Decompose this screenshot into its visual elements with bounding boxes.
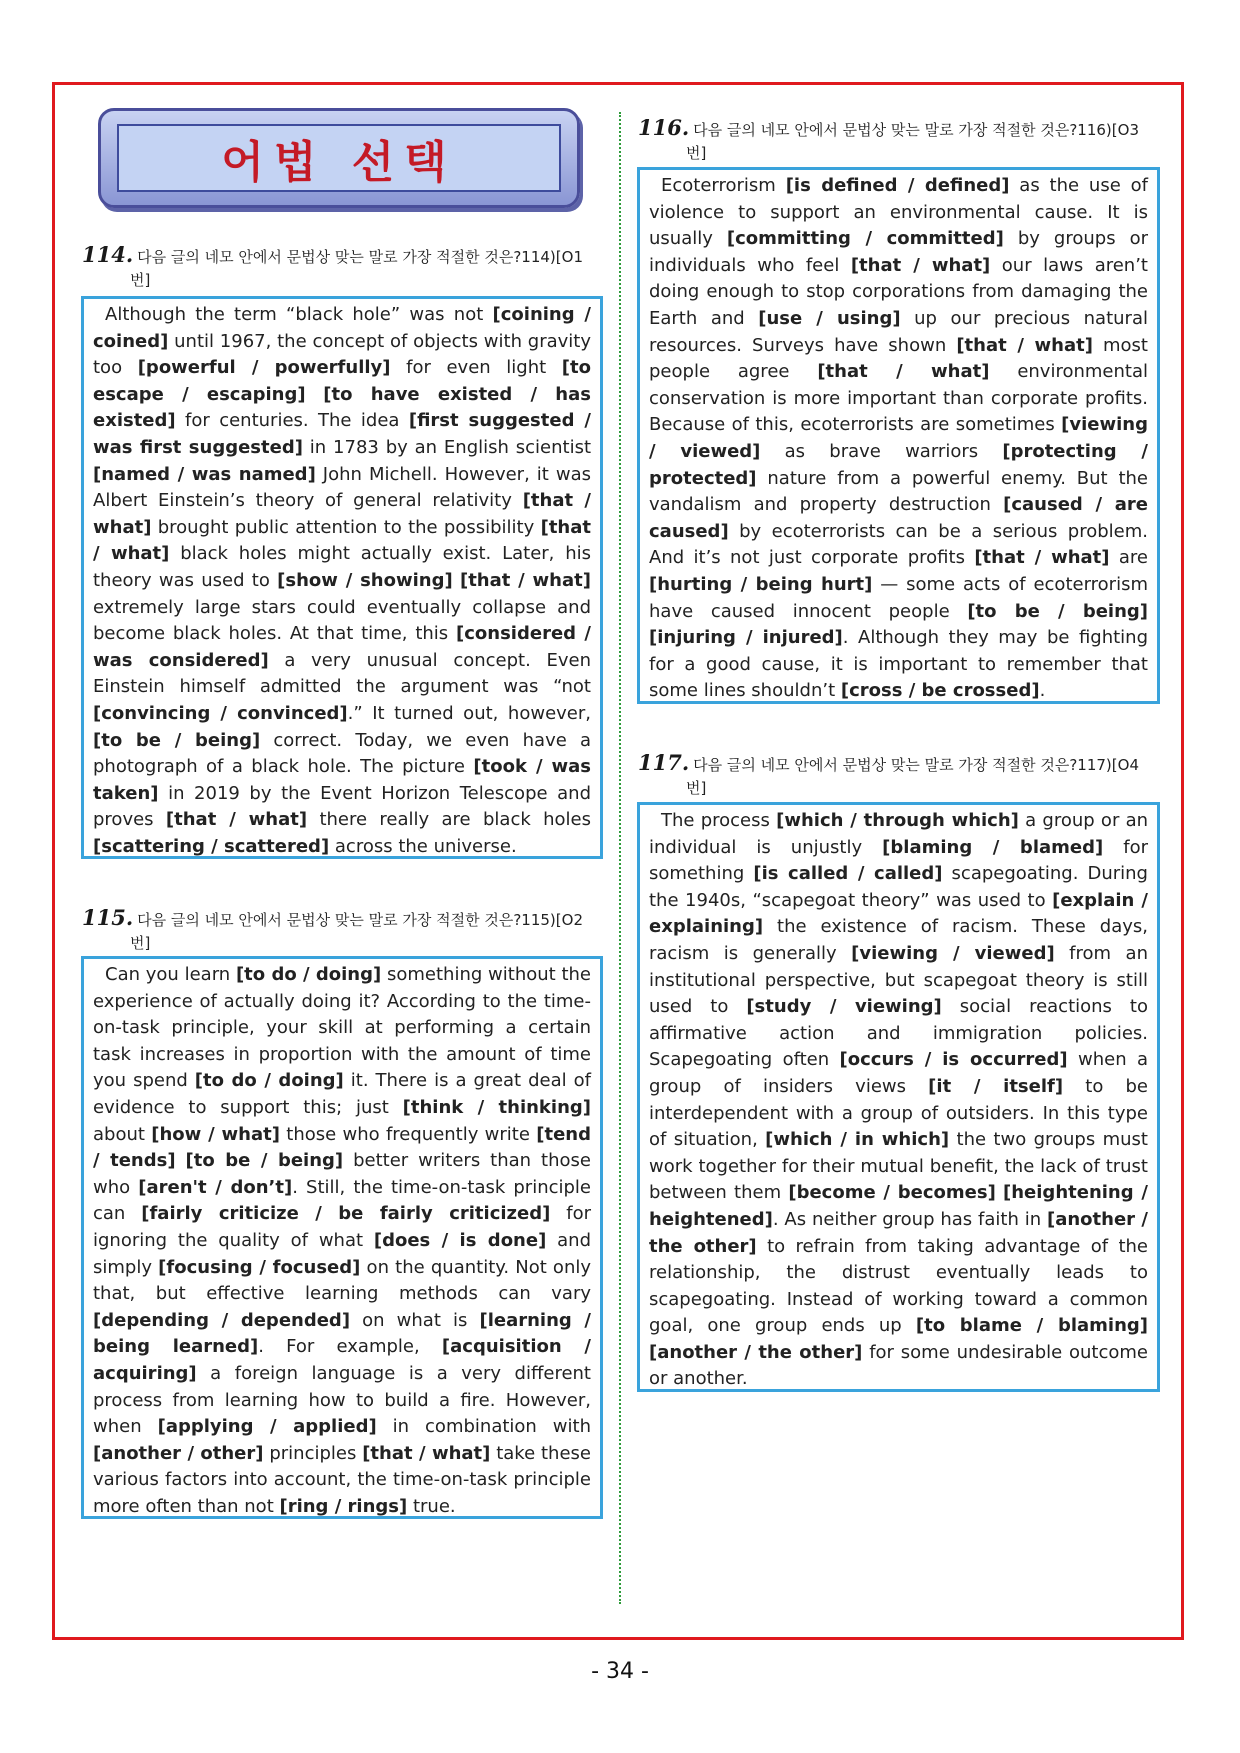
page-number: - 34 - xyxy=(591,1659,649,1684)
question-117-passage: The process [which / through which] a group or an individual is unjustly [blaming / blamed] for something [is called / called] scapegoating. During the 1940s, “scapegoat theory” was used to [explain / explaining] the existence of racism. These days, racism is generally [viewing / viewed] from an institutional perspective, but scapegoat theory is still used to [study / viewing] social reactions to affirmative action and immigration policies. Scapegoating often [occurs / is occurred] when a group of insiders views [it / itself] to be interdependent with a group of outsiders. In this type of situation, [which / in which] the two groups must work together for their mutual benefit, the lack of trust between them [become / becomes] [heightening / heightened]. As neither group has faith in [another / the other] to refrain from taking advantage of the relationship, the distrust eventually leads to scapegoating. Instead of working toward a common goal, one group ends up [to blame / blaming] [another / the other] for some undesirable outcome or another. xyxy=(649,810,1149,1390)
choice-bracket: [that / what] xyxy=(165,809,308,831)
question-114-passage-box xyxy=(81,296,603,859)
question-number: 114. xyxy=(82,242,134,267)
choice-bracket: [which / in which] xyxy=(765,1129,950,1151)
question-115-passage: Can you learn [to do / doing] something without the experience of actually doing it? According to the time-on-task principle, your skill at performing a certain task increases in proportion with the amount of time you spend [to do / doing] it. There is a great deal of evidence to support this; just [think / thinking] about [how / what] those who frequently write [tend / tends] [to be / being] better writers than those who [aren't / don’t]. Still, the time-on-task principle can [fairly criticize / be fairly criticized] for ignoring the quality of what [does / is done] and simply [focusing / focused] on the quantity. Not only that, but effective learning methods can vary [depending / depended] on what is [learning / being learned]. For example, [acquisition / acquiring] a foreign language is a very different process from learning how to build a fire. However, when [applying / applied] in combination with [another / other] principles [that / what] take these various factors into account, the time-on-task principle more often than not [ring / rings] true. xyxy=(93,964,592,1517)
choice-bracket: [acquisition / acquiring] xyxy=(93,1336,591,1384)
choice-bracket: [become / becomes] xyxy=(788,1182,996,1204)
choice-bracket: [which / through which] xyxy=(776,810,1019,831)
question-prompt-cont: 번] xyxy=(130,934,151,952)
choice-bracket: [learning / being learned] xyxy=(93,1309,591,1358)
choice-bracket: [that / what] xyxy=(459,569,591,591)
question-number: 117. xyxy=(638,750,690,775)
choice-bracket: [caused / are caused] xyxy=(649,494,1148,542)
choice-bracket: [another / the other] xyxy=(649,1341,863,1363)
choice-bracket: [fairly criticize / be fairly criticized] xyxy=(141,1203,551,1225)
choice-bracket: [to have existed / has existed] xyxy=(93,383,591,432)
choice-bracket: [to be / being] xyxy=(185,1150,344,1172)
question-prompt-cont: 번] xyxy=(130,271,151,289)
choice-bracket: [first suggested / was first suggested] xyxy=(93,410,591,458)
choice-bracket: [think / thinking] xyxy=(402,1096,591,1118)
choice-bracket: [how / what] xyxy=(151,1123,280,1145)
choice-bracket: [that / what] xyxy=(974,547,1110,569)
question-116-passage-box xyxy=(637,167,1160,704)
question-117-passage-box xyxy=(637,802,1160,1392)
choice-bracket: [hurting / being hurt] xyxy=(649,573,873,595)
choice-bracket: [to be / being] xyxy=(93,729,261,751)
choice-bracket: [that / what] xyxy=(850,254,991,276)
choice-bracket: [that / what] xyxy=(362,1442,491,1464)
choice-bracket: [it / itself] xyxy=(928,1075,1064,1097)
choice-bracket: [to escape / escaping] xyxy=(93,357,591,405)
question-115-header xyxy=(82,906,602,955)
question-prompt: 다음 글의 네모 안에서 문법상 맞는 말로 가장 적절한 것은?117)[O4 xyxy=(693,756,1139,774)
choice-bracket: [scattering / scattered] xyxy=(93,835,330,857)
question-115-passage-box xyxy=(81,956,603,1519)
choice-bracket: [heightening / heightened] xyxy=(649,1182,1148,1230)
choice-bracket: [committing / committed] xyxy=(726,228,1004,250)
choice-bracket: [viewing / viewed] xyxy=(649,414,1148,462)
question-prompt: 다음 글의 네모 안에서 문법상 맞는 말로 가장 적절한 것은?115)[O2 xyxy=(137,911,583,929)
question-prompt-cont: 번] xyxy=(686,779,707,797)
choice-bracket: [considered / was considered] xyxy=(93,623,591,671)
question-116-header xyxy=(638,116,1160,165)
question-114-passage: Although the term “black hole” was not [coining / coined] until 1967, the concept of objects with gravity too [powerful / powerfully] for even light [to escape / escaping] [to have existed / has existed] for centuries. The idea [first suggested / was first suggested] in 1783 by an English scientist [named / was named] John Michell. However, it was Albert Einstein’s theory of general relativity [that / what] brought public attention to the possibility [that / what] black holes might actually exist. Later, his theory was used to [show / showing] [that / what] extremely large stars could eventually collapse and become black holes. At that time, this [considered / was considered] a very unusual concept. Even Einstein himself admitted the argument was “not [convincing / convinced].” It turned out, however, [to be / being] correct. Today, we even have a photograph of a black hole. The picture [took / was taken] in 2019 by the Event Horizon Telescope and proves [that / what] there really are black holes [scattering / scattered] across the universe. xyxy=(93,304,592,857)
question-prompt: 다음 글의 네모 안에서 문법상 맞는 말로 가장 적절한 것은?116)[O3 xyxy=(693,121,1139,139)
choice-bracket: [powerful / powerfully] xyxy=(137,357,391,379)
section-title: 어법 선택 xyxy=(221,137,457,188)
choice-bracket: [that / what] xyxy=(956,334,1093,356)
choice-bracket: [focusing / focused] xyxy=(158,1256,361,1278)
choice-bracket: [study / viewing] xyxy=(746,996,942,1018)
question-114-header xyxy=(82,243,602,292)
question-prompt: 다음 글의 네모 안에서 문법상 맞는 말로 가장 적절한 것은?114)[O1 xyxy=(137,248,583,266)
choice-bracket: [named / was named] xyxy=(93,463,316,485)
choice-bracket: [that / what] xyxy=(817,361,990,383)
choice-bracket: [coining / coined] xyxy=(93,304,591,352)
question-number: 115. xyxy=(82,905,134,930)
choice-bracket: [show / showing] xyxy=(277,569,453,591)
choice-bracket: [tend / tends] xyxy=(93,1123,591,1172)
choice-bracket: [that / what] xyxy=(93,516,591,565)
choice-bracket: [to do / doing] xyxy=(194,1070,344,1092)
choice-bracket: [convincing / convinced] xyxy=(93,702,348,724)
choice-bracket: [that / what] xyxy=(93,490,591,538)
question-prompt-cont: 번] xyxy=(686,144,707,162)
column-divider xyxy=(619,112,621,1604)
section-title-inner xyxy=(117,124,561,192)
choice-bracket: [to do / doing] xyxy=(235,964,382,985)
choice-bracket: [another / the other] xyxy=(649,1208,1148,1257)
choice-bracket: [took / was taken] xyxy=(93,756,591,804)
question-117-header xyxy=(638,751,1160,800)
choice-bracket: [applying / applied] xyxy=(157,1416,377,1438)
choice-bracket: [explain / explaining] xyxy=(649,889,1148,938)
choice-bracket: [viewing / viewed] xyxy=(851,942,1055,964)
choice-bracket: [protecting / protected] xyxy=(649,440,1149,489)
choice-bracket: [use / using] xyxy=(758,307,901,329)
choice-bracket: [another / other] xyxy=(93,1442,264,1464)
choice-bracket: [depending / depended] xyxy=(93,1309,351,1331)
choice-bracket: [to be / being] xyxy=(967,600,1149,622)
choice-bracket: [blaming / blamed] xyxy=(882,836,1104,858)
question-number: 116. xyxy=(638,115,690,140)
question-116-passage: Ecoterrorism [is defined / defined] as the use of violence to support an environmental cause. It is usually [committing / committed] by groups or individuals who feel [that / what] our laws aren’t doing enough to stop corporations from damaging the Earth and [use / using] up our precious natural resources. Surveys have shown [that / what] most people agree [that / what] environmental conservation is more important than corporate profits. Because of this, ecoterrorists are sometimes [viewing / viewed] as brave warriors [protecting / protected] nature from a powerful enemy. But the vandalism and property destruction [caused / are caused] by ecoterrorists can be a serious problem. And it’s not just corporate profits [that / what] are [hurting / being hurt] — some acts of ecoterrorism have caused innocent people [to be / being] [injuring / injured]. Although they may be fighting for a good cause, it is important to remember that some lines shouldn’t [cross / be crossed]. xyxy=(649,175,1149,702)
choice-bracket: [is defined / defined] xyxy=(785,175,1010,196)
choice-bracket: [occurs / is occurred] xyxy=(839,1049,1068,1071)
choice-bracket: [is called / called] xyxy=(753,863,943,885)
choice-bracket: [does / is done] xyxy=(373,1229,547,1251)
choice-bracket: [cross / be crossed] xyxy=(840,680,1040,702)
choice-bracket: [to blame / blaming] xyxy=(915,1315,1148,1337)
choice-bracket: [aren't / don’t] xyxy=(138,1176,293,1198)
choice-bracket: [injuring / injured] xyxy=(649,627,843,649)
section-title-badge xyxy=(98,108,580,208)
choice-bracket: [ring / rings] xyxy=(279,1495,408,1517)
